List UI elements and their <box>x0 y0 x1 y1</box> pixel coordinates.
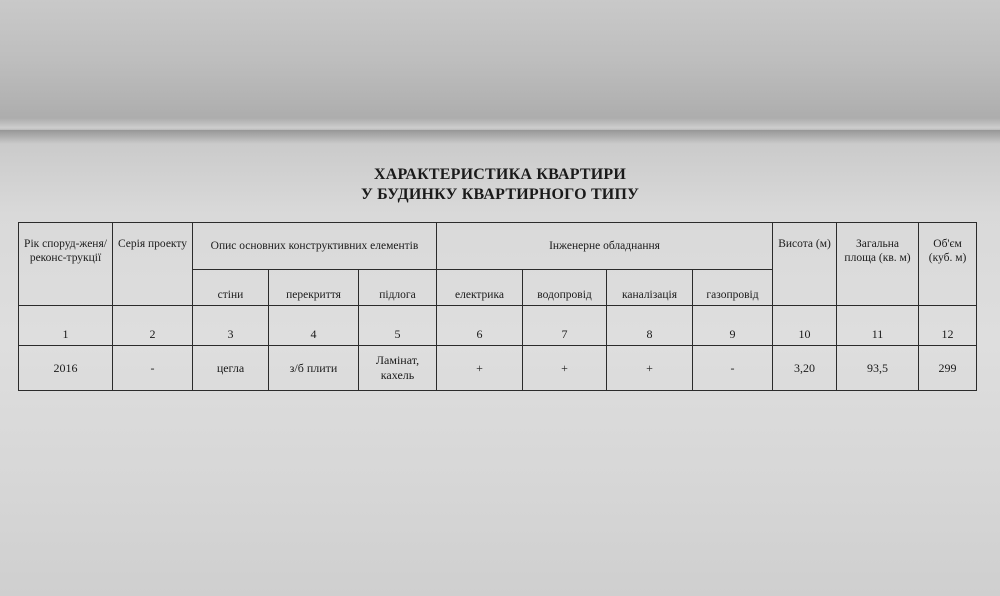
value-floors-slabs: з/б плити <box>269 346 359 391</box>
value-height: 3,20 <box>773 346 837 391</box>
header-engineering-equipment: Інженерне обладнання <box>437 223 773 270</box>
document-title-line1: ХАРАКТЕРИСТИКА КВАРТИРИ <box>373 166 627 183</box>
value-volume: 299 <box>919 346 977 391</box>
value-walls: цегла <box>193 346 269 391</box>
column-number: 11 <box>837 306 919 346</box>
subheader-gas-supply: газопровід <box>693 270 773 306</box>
value-total-area: 93,5 <box>837 346 919 391</box>
value-sewerage: + <box>607 346 693 391</box>
page-shadow <box>0 130 1000 144</box>
table-row <box>19 346 977 391</box>
value-series: - <box>113 346 193 391</box>
column-number-row <box>19 306 977 346</box>
subheader-walls: стіни <box>193 270 269 306</box>
subheader-electricity: електрика <box>437 270 523 306</box>
value-year: 2016 <box>19 346 113 391</box>
column-number: 7 <box>523 306 607 346</box>
header-year: Рік споруд-женя/ реконс-трукції <box>19 223 113 306</box>
column-number: 1 <box>19 306 113 346</box>
subheader-floors-slabs: перекриття <box>269 270 359 306</box>
column-number: 9 <box>693 306 773 346</box>
column-number: 4 <box>269 306 359 346</box>
subheader-water-supply: водопровід <box>523 270 607 306</box>
value-electricity: + <box>437 346 523 391</box>
previous-page <box>0 0 1000 132</box>
subheader-sewerage: каналізація <box>607 270 693 306</box>
value-water-supply: + <box>523 346 607 391</box>
column-number: 3 <box>193 306 269 346</box>
apartment-characteristics-table <box>18 222 977 391</box>
header-height: Висота (м) <box>773 223 837 306</box>
column-number: 8 <box>607 306 693 346</box>
column-number: 2 <box>113 306 193 346</box>
value-flooring: Ламінат, кахель <box>359 346 437 391</box>
header-structural-elements: Опис основних конструктивних елементів <box>193 223 437 270</box>
value-gas-supply: - <box>693 346 773 391</box>
column-number: 10 <box>773 306 837 346</box>
header-total-area: Загальна площа (кв. м) <box>837 223 919 306</box>
header-volume: Об'єм (куб. м) <box>919 223 977 306</box>
subheader-flooring: підлога <box>359 270 437 306</box>
column-number: 12 <box>919 306 977 346</box>
column-number: 5 <box>359 306 437 346</box>
column-number: 6 <box>437 306 523 346</box>
header-series: Серія проекту <box>113 223 193 306</box>
document-title-line2: У БУДИНКУ КВАРТИРНОГО ТИПУ <box>360 186 640 203</box>
